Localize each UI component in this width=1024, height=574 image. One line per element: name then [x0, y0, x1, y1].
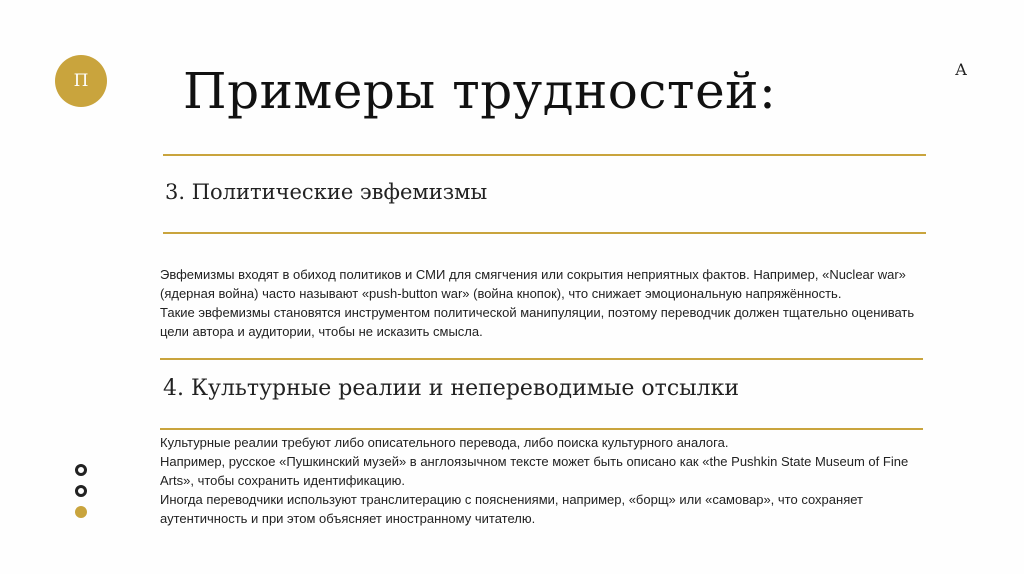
section-4-heading: 4. Культурные реалии и непереводимые отсылки [163, 376, 740, 401]
text-line: Культурные реалии требуют либо описательного перевода, либо поиска культурного аналога. [160, 435, 729, 450]
text-line: Такие эвфемизмы становятся инструментом политической манипуляции, поэтому переводчик должен тщательно оценивать [160, 305, 915, 320]
badge-letter: П [73, 71, 89, 91]
divider-section-3 [163, 232, 926, 234]
nav-dot-2[interactable] [75, 485, 87, 497]
divider-section-3-end [160, 358, 923, 360]
text-line: Например, русское «Пушкинский музей» в англоязычном тексте может быть описано как «the Pushkin State Museum of Fine [160, 454, 909, 469]
text-line: цели автора и аудитории, чтобы не исказить смысла. [160, 324, 483, 339]
slide-title: Примеры трудностей: [183, 62, 777, 120]
text-line: (ядерная война) часто называют «push-button war» (война кнопок), что снижает эмоциональную напряжённость. [160, 286, 842, 301]
divider-section-4 [160, 428, 923, 430]
section-4-paragraph [160, 433, 908, 528]
section-3-heading: 3. Политические эвфемизмы [165, 180, 488, 204]
text-line: Эвфемизмы входят в обиход политиков и СМИ для смягчения или сокрытия неприятных фактов. Например, «Nuclear war» [160, 267, 906, 282]
section-badge [55, 55, 107, 107]
section-3-paragraph [160, 265, 914, 341]
text-line: Иногда переводчики используют транслитерацию с пояснениями, например, «борщ» или «самовар», что сохраняет [160, 492, 863, 507]
text-line: аутентичность и при этом объясняет иностранному читателю. [160, 511, 536, 526]
nav-dot-3-active[interactable] [75, 506, 87, 518]
nav-dot-1[interactable] [75, 464, 87, 476]
corner-letter: А [955, 60, 968, 79]
text-line: Arts», чтобы сохранить идентификацию. [160, 473, 405, 488]
divider-title [163, 154, 926, 156]
